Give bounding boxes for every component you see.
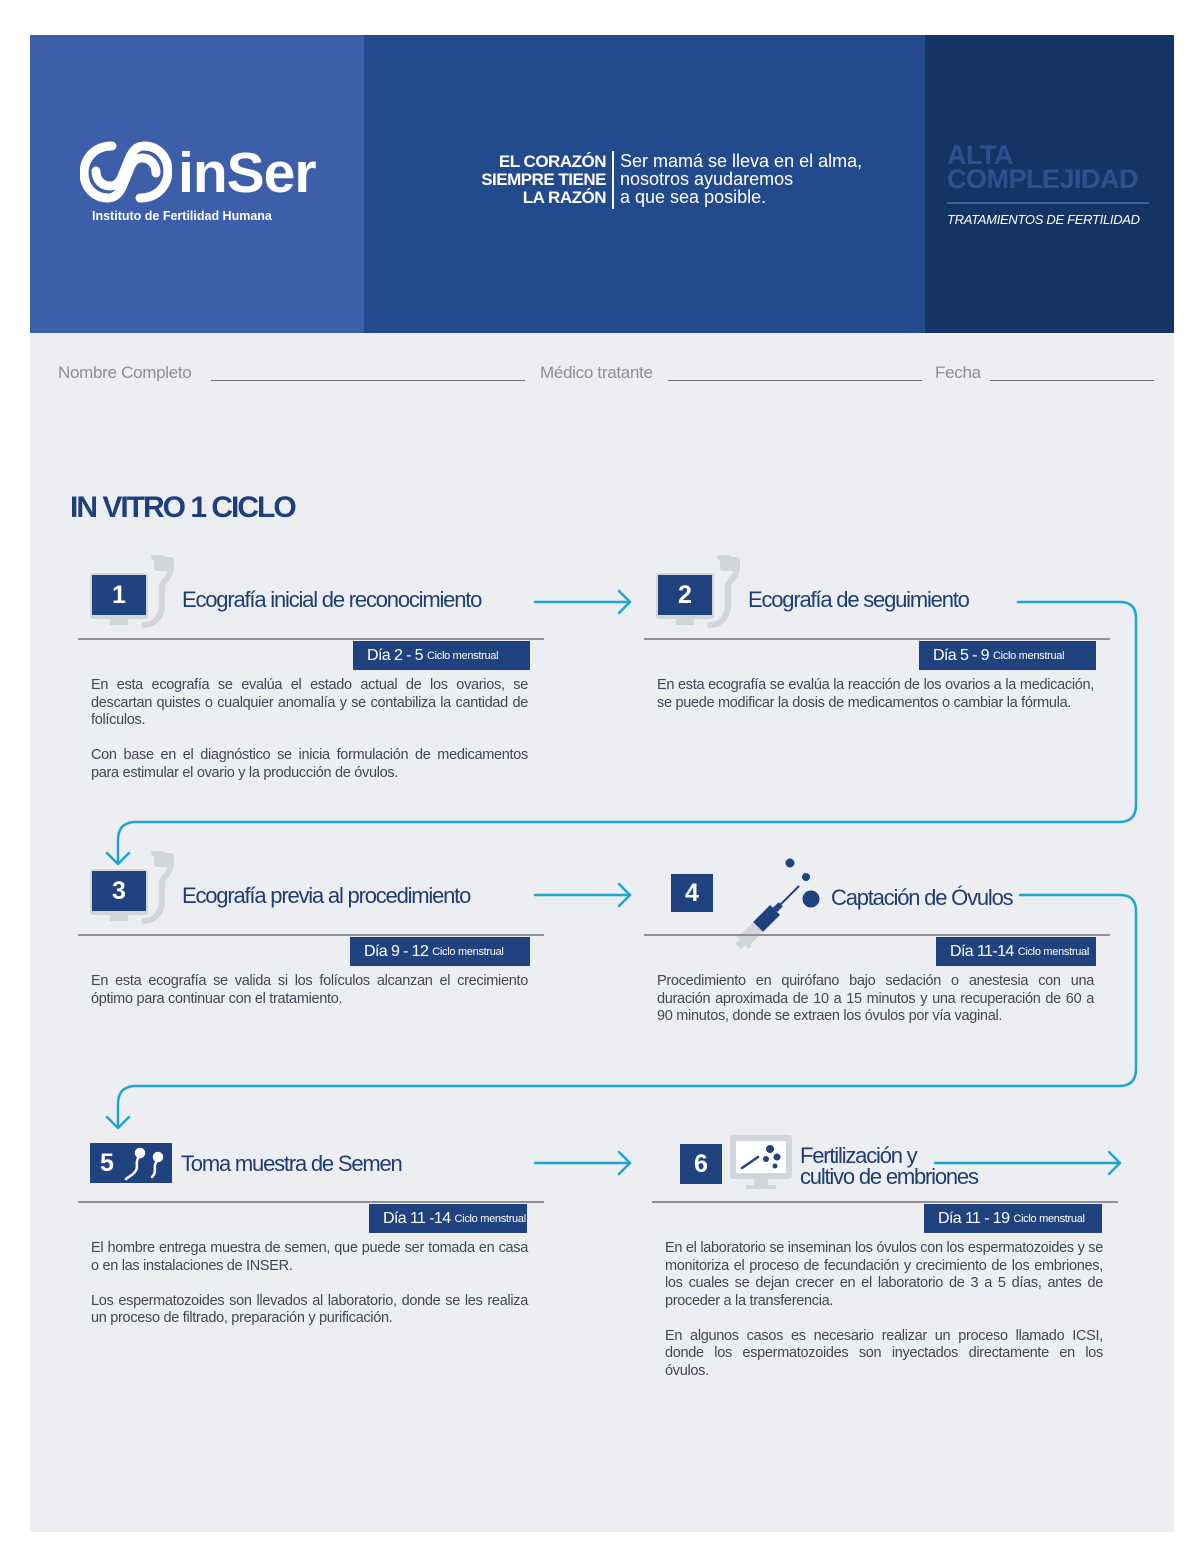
step-description xyxy=(657,677,1094,730)
step-number-badge: 6 xyxy=(680,1144,722,1184)
date-label: Fecha xyxy=(935,363,981,382)
step-title xyxy=(800,1145,978,1187)
step-description xyxy=(91,677,528,800)
step-title: Ecografía inicial de reconocimiento xyxy=(182,587,482,612)
step-title: Ecografía de seguimiento xyxy=(748,587,969,612)
category-line: COMPLEJIDAD xyxy=(947,164,1139,194)
patient-name-field[interactable] xyxy=(211,380,525,381)
step-divider xyxy=(78,638,544,640)
inser-logo-icon xyxy=(80,140,172,204)
step-divider xyxy=(78,934,544,936)
step-paragraph: En esta ecografía se valida si los folículos alcanzan el crecimiento óptimo para continuar con el tratamiento. xyxy=(91,973,528,1007)
day-range: Día 11 -14 xyxy=(383,1209,451,1227)
slogan-line: SIEMPRE TIENE xyxy=(481,170,606,189)
step-number-badge: 4 xyxy=(671,874,713,912)
logo-panel xyxy=(30,35,364,333)
brand-name: inSer xyxy=(178,141,316,205)
day-note: Ciclo menstrual xyxy=(426,649,499,662)
day-note: Ciclo menstrual xyxy=(432,945,504,958)
day-tag xyxy=(350,937,530,966)
day-range: Día 11-14 xyxy=(950,942,1014,960)
day-range: Día 2 - 5 xyxy=(367,646,423,664)
step-number-badge: 3 xyxy=(92,871,146,911)
day-note: Ciclo menstrual xyxy=(454,1212,526,1225)
category-panel xyxy=(925,35,1174,333)
day-tag xyxy=(936,937,1096,966)
patient-name-label: Nombre Completo xyxy=(58,363,192,382)
step-paragraph: En algunos casos es necesario realizar un proceso llamado ICSI, donde los espermatozoides son inyectados directamente en los óvulos. xyxy=(665,1327,1103,1379)
category-line: ALTA xyxy=(947,140,1013,170)
step-divider xyxy=(652,1201,1118,1203)
step-number-badge: 1 xyxy=(92,575,146,615)
day-tag xyxy=(369,1204,527,1233)
step-paragraph: El hombre entrega muestra de semen, que puede ser tomada en casa o en las instalaciones de INSER. xyxy=(91,1240,528,1274)
arrow-right-icon xyxy=(535,591,630,613)
step-number-badge: 2 xyxy=(658,575,712,615)
page-title: IN VITRO 1 CICLO xyxy=(70,491,295,524)
step-divider xyxy=(644,934,1110,936)
step-divider xyxy=(78,1201,544,1203)
step-description xyxy=(665,1240,1103,1398)
step-description xyxy=(657,973,1094,1043)
slogan-divider xyxy=(612,151,614,209)
embryo-monitor-icon xyxy=(730,1135,794,1191)
slogan-text xyxy=(620,152,920,206)
slogan-text-line: a que sea posible. xyxy=(620,187,767,207)
day-note: Ciclo menstrual xyxy=(992,649,1065,662)
doctor-label: Médico tratante xyxy=(540,363,653,382)
arrow-down-icon xyxy=(107,1117,129,1128)
day-range: Día 11 - 19 xyxy=(938,1209,1010,1227)
day-note: Ciclo menstrual xyxy=(1017,945,1089,958)
slogan-heading xyxy=(406,153,606,207)
day-range: Día 9 - 12 xyxy=(364,942,429,960)
category-title xyxy=(947,140,1139,194)
step-number: 5 xyxy=(100,1148,114,1177)
slogan-text-line: nosotros ayudaremos xyxy=(620,169,794,189)
step-paragraph: Procedimiento en quirófano bajo sedación o anestesia con una duración aproximada de 10 a 15 minutos y una recuperación de 60 a 90 minutos, donde se extraen los óvulos por vía vaginal. xyxy=(657,973,1094,1024)
document-page xyxy=(30,35,1174,1532)
day-tag xyxy=(924,1204,1102,1233)
arrow-right-icon xyxy=(535,884,630,906)
header-banner xyxy=(30,35,1174,333)
step-title: Ecografía previa al procedimiento xyxy=(182,883,471,908)
step-paragraph: En esta ecografía se evalúa la reacción de los ovarios a la medicación, se puede modificar la dosis de medicamentos o cambiar la fórmula. xyxy=(657,677,1094,711)
brand-subtitle: Instituto de Fertilidad Humana xyxy=(92,209,272,223)
step-description xyxy=(91,1240,528,1345)
date-field[interactable] xyxy=(990,380,1154,381)
step-title-line: cultivo de embriones xyxy=(800,1164,978,1189)
step-title: Captación de Óvulos xyxy=(831,885,1013,910)
step-paragraph: Los espermatozoides son llevados al laboratorio, donde se les realiza un proceso de filtrado, preparación y purificación. xyxy=(91,1292,528,1326)
sperm-icon xyxy=(124,1145,168,1181)
day-tag xyxy=(919,641,1096,670)
day-range: Día 5 - 9 xyxy=(933,646,989,664)
step-title-line: Fertilización y xyxy=(800,1143,917,1168)
day-tag xyxy=(353,641,530,670)
slogan-line: EL CORAZÓN xyxy=(498,152,606,171)
step-paragraph: En el laboratorio se inseminan los óvulos con los espermatozoides y se monitoriza el proceso de fecundación y crecimiento de los embriones, los cuales se dejan crecer en el laboratorio de 3 a 5 días, antes de proceder a la transferencia. xyxy=(665,1240,1103,1309)
arrow-right-icon xyxy=(535,1152,630,1174)
day-note: Ciclo menstrual xyxy=(1013,1212,1085,1225)
step-description xyxy=(91,973,528,1026)
doctor-field[interactable] xyxy=(668,380,922,381)
step-paragraph: En esta ecografía se evalúa el estado actual de los ovarios, se descartan quistes o cualquier anomalía y se contabiliza la cantidad de folículos. xyxy=(91,677,528,728)
category-divider xyxy=(947,202,1149,204)
step-paragraph: Con base en el diagnóstico se inicia formulación de medicamentos para estimular el ovario y la producción de óvulos. xyxy=(91,747,528,781)
slogan-text-line: Ser mamá se lleva en el alma, xyxy=(620,151,863,171)
slogan-line: LA RAZÓN xyxy=(522,188,606,207)
syringe-icon xyxy=(720,857,832,951)
slogan-panel xyxy=(364,35,925,333)
category-subtitle: TRATAMIENTOS DE FERTILIDAD xyxy=(947,212,1140,227)
step-title: Toma muestra de Semen xyxy=(181,1151,402,1176)
step-divider xyxy=(644,638,1110,640)
